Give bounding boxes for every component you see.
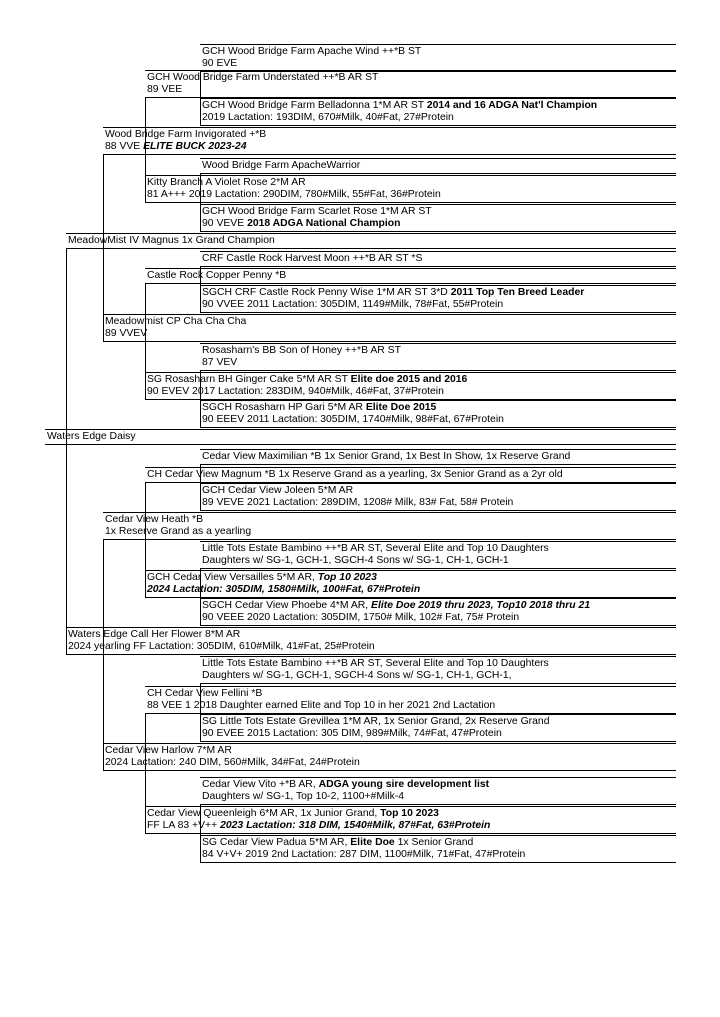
box-top-rule bbox=[145, 467, 676, 468]
text-segment: 89 VVEV bbox=[105, 328, 148, 339]
text-segment: Daughters w/ SG-1, GCH-1, SGCH-4 Sons w/ SG-1, CH-1, GCH-1, bbox=[202, 670, 512, 681]
box-bottom-rule bbox=[145, 202, 676, 203]
box-bottom-rule bbox=[200, 266, 676, 267]
box-bottom-rule bbox=[45, 444, 676, 445]
box-bottom-rule bbox=[200, 173, 676, 174]
text-segment: MeadowMist IV Magnus 1x Grand Champion bbox=[68, 235, 275, 246]
text-segment: GCH Wood Bridge Farm Understated ++*B AR ST bbox=[147, 72, 379, 83]
gen3-sire-sire-sire-line-2 bbox=[147, 84, 378, 96]
gen4-sire-dam-dam-dam-line-1 bbox=[202, 402, 504, 414]
text-segment: Rosasharn's BB Son of Honey ++*B AR ST bbox=[202, 345, 401, 356]
gen4-dam-dam-dam-sire-line-1 bbox=[202, 779, 489, 791]
text-segment: Kitty Branch A Violet Rose 2*M AR bbox=[147, 177, 306, 188]
text-segment: Waters Edge Daisy bbox=[47, 431, 136, 442]
text-segment: 90 VEEE 2020 Lactation: 305DIM, 1750# Milk, 102# Fat, 75# Protein bbox=[202, 612, 520, 623]
highlight-text: ELITE BUCK 2023-24 bbox=[143, 141, 247, 152]
gen1-sire bbox=[68, 235, 275, 247]
gen2-sire-dam-line-2 bbox=[105, 328, 246, 340]
gen3-sire-dam-sire bbox=[147, 270, 286, 282]
box-bottom-rule bbox=[103, 341, 676, 342]
box-top-rule bbox=[145, 175, 676, 176]
text-segment: 90 VEVE bbox=[202, 218, 248, 229]
box-top-rule bbox=[200, 656, 676, 657]
gen3-dam-sire-sire-line-1 bbox=[147, 469, 563, 481]
pedigree-connector bbox=[200, 464, 201, 510]
gen3-sire-sire-sire-line-1 bbox=[147, 72, 378, 84]
gen2-sire-sire bbox=[105, 129, 266, 153]
box-top-rule bbox=[145, 806, 676, 807]
highlight-text: Top 10 2023 bbox=[317, 572, 377, 583]
gen2-dam-sire-line-1 bbox=[105, 514, 251, 526]
pedigree-connector bbox=[200, 71, 201, 125]
text-segment: SG Cedar View Padua 5*M AR, bbox=[202, 837, 351, 848]
gen4-dam-sire-sire-sire bbox=[202, 451, 570, 463]
box-top-rule bbox=[200, 204, 676, 205]
text-segment: 87 VEV bbox=[202, 357, 238, 368]
text-segment: 88 VEE 1 2018 Daughter earned Elite and Top 10 in her 2021 2nd Lactation bbox=[147, 700, 496, 711]
gen4-dam-sire-sire-dam-line-1 bbox=[202, 485, 513, 497]
box-top-rule bbox=[200, 835, 676, 836]
box-bottom-rule bbox=[200, 683, 676, 684]
gen4-sire-sire-dam-sire-line-1 bbox=[202, 160, 360, 172]
box-bottom-rule bbox=[200, 862, 676, 863]
box-top-rule bbox=[200, 158, 676, 159]
text-segment: 90 EVEV 2017 Lactation: 283DIM, 940#Milk, 46#Fat, 37#Protein bbox=[147, 386, 444, 397]
text-segment: Castle Rock Copper Penny *B bbox=[147, 270, 287, 281]
gen2-dam-dam-line-1 bbox=[105, 745, 360, 757]
text-segment: GCH Wood Bridge Farm Belladonna 1*M AR ST bbox=[202, 100, 427, 111]
box-bottom-rule bbox=[200, 804, 676, 805]
box-top-rule bbox=[103, 512, 676, 513]
gen4-dam-dam-dam-dam-line-2 bbox=[202, 849, 525, 861]
text-segment: CH Cedar View Magnum *B 1x Reserve Grand as a yearling, 3x Senior Grand as a 2yr old bbox=[147, 469, 563, 480]
gen4-dam-sire-sire-dam-line-2 bbox=[202, 497, 513, 509]
box-top-rule bbox=[45, 429, 676, 430]
gen3-dam-sire-sire bbox=[147, 469, 563, 481]
highlight-text: ADGA young sire development list bbox=[318, 779, 490, 790]
text-segment: Cedar View Vito +*B AR, bbox=[202, 779, 319, 790]
box-top-rule bbox=[200, 449, 676, 450]
text-segment: 81 A+++ 2019 Lactation: 290DIM, 780#Milk, 55#Fat, 36#Protein bbox=[147, 189, 441, 200]
pedigree-connector bbox=[145, 482, 146, 597]
gen4-dam-dam-dam-sire-line-2 bbox=[202, 791, 489, 803]
gen4-sire-dam-sire-sire bbox=[202, 253, 422, 265]
text-segment: 1x Senior Grand bbox=[394, 837, 474, 848]
gen4-sire-dam-sire-sire-line-1 bbox=[202, 253, 422, 265]
box-bottom-rule bbox=[103, 770, 676, 771]
gen3-dam-dam-dam-line-1 bbox=[147, 808, 490, 820]
gen1-sire-line-1 bbox=[68, 235, 275, 247]
text-segment: SGCH Cedar View Phoebe 4*M AR, bbox=[202, 600, 372, 611]
gen4-sire-dam-dam-dam-line-2 bbox=[202, 414, 504, 426]
pedigree-connector bbox=[145, 283, 146, 399]
text-segment: Cedar View Heath *B bbox=[105, 514, 203, 525]
gen4-dam-dam-sire-sire-line-2 bbox=[202, 670, 549, 682]
gen4-sire-dam-dam-dam bbox=[202, 402, 504, 426]
gen4-sire-dam-sire-dam-line-2 bbox=[202, 299, 584, 311]
text-segment: 89 VEVE 2021 Lactation: 289DIM, 1208# Milk, 83# Fat, 58# Protein bbox=[202, 497, 514, 508]
box-bottom-rule bbox=[200, 427, 676, 428]
text-segment: 2024 Lactation: 240 DIM, 560#Milk, 34#Fat, 24#Protein bbox=[105, 757, 360, 768]
box-bottom-rule bbox=[200, 568, 676, 569]
gen4-sire-sire-sire-sire-line-1 bbox=[202, 46, 421, 58]
text-segment: SG Little Tots Estate Grevillea 1*M AR, 1x Senior Grand, 2x Reserve Grand bbox=[202, 716, 550, 727]
text-segment: Daughters w/ SG-1, Top 10-2, 1100+#Milk-4 bbox=[202, 791, 405, 802]
text-segment: Wood Bridge Farm Invigorated +*B bbox=[105, 129, 267, 140]
gen4-dam-dam-sire-sire bbox=[202, 658, 549, 682]
gen2-dam-dam-line-2 bbox=[105, 757, 360, 769]
box-top-rule bbox=[200, 400, 676, 401]
text-segment: Cedar View Maximilian *B 1x Senior Grand, 1x Best In Show, 1x Reserve Grand bbox=[202, 451, 571, 462]
box-bottom-rule bbox=[66, 654, 676, 655]
text-segment: GCH Cedar View Versailles 5*M AR, bbox=[147, 572, 318, 583]
highlight-text: Top 10 2023 bbox=[380, 808, 439, 819]
box-bottom-rule bbox=[145, 283, 676, 284]
highlight-text: Elite Doe 2019 thru 2023, Top10 2018 thru 21 bbox=[371, 600, 591, 611]
gen4-sire-dam-dam-sire bbox=[202, 345, 401, 369]
text-segment: 1x Reserve Grand as a yearling bbox=[105, 526, 252, 537]
text-segment: 90 EVE bbox=[202, 58, 238, 69]
box-top-rule bbox=[200, 44, 676, 45]
text-segment: GCH Wood Bridge Farm Apache Wind ++*B ST bbox=[202, 46, 422, 57]
box-bottom-rule bbox=[200, 231, 676, 232]
gen3-sire-dam-dam bbox=[147, 374, 467, 398]
gen4-sire-dam-dam-sire-line-2 bbox=[202, 357, 401, 369]
pedigree-connector bbox=[66, 248, 67, 654]
box-bottom-rule bbox=[200, 464, 676, 465]
gen4-sire-sire-sire-sire-line-2 bbox=[202, 58, 421, 70]
gen4-sire-sire-sire-dam bbox=[202, 100, 597, 124]
gen4-sire-sire-dam-dam-line-1 bbox=[202, 206, 432, 218]
gen2-dam-sire bbox=[105, 514, 251, 538]
gen4-sire-dam-dam-sire-line-1 bbox=[202, 345, 401, 357]
text-segment: Little Tots Estate Bambino ++*B AR ST, Several Elite and Top 10 Daughters bbox=[202, 543, 549, 554]
gen2-sire-dam-line-1 bbox=[105, 316, 246, 328]
highlight-text: Elite doe 2015 and 2016 bbox=[350, 374, 468, 385]
text-segment: Cedar View Harlow 7*M AR bbox=[105, 745, 232, 756]
gen4-dam-sire-dam-sire-line-1 bbox=[202, 543, 549, 555]
gen3-dam-sire-dam bbox=[147, 572, 420, 596]
gen4-dam-sire-dam-sire bbox=[202, 543, 549, 567]
box-top-rule bbox=[200, 483, 676, 484]
gen1-dam-line-2 bbox=[68, 641, 375, 653]
gen4-dam-dam-sire-dam-line-1 bbox=[202, 716, 549, 728]
gen3-sire-sire-dam-line-1 bbox=[147, 177, 441, 189]
gen4-sire-sire-sire-sire bbox=[202, 46, 421, 70]
box-top-rule bbox=[103, 743, 676, 744]
text-segment: CH Cedar View Fellini *B bbox=[147, 688, 263, 699]
box-bottom-rule bbox=[200, 625, 676, 626]
highlight-text: 2014 and 16 ADGA Nat'l Champion bbox=[426, 100, 598, 111]
box-bottom-rule bbox=[200, 312, 676, 313]
highlight-text: 2024 Lactation: 305DIM, 1580#Milk, 100#Fat, 67#Protein bbox=[147, 584, 421, 595]
highlight-text: 2011 Top Ten Breed Leader bbox=[450, 287, 585, 298]
gen4-dam-sire-dam-dam-line-2 bbox=[202, 612, 590, 624]
gen3-dam-dam-dam-line-2 bbox=[147, 820, 490, 832]
pedigree-connector bbox=[200, 804, 201, 862]
box-top-rule bbox=[200, 343, 676, 344]
box-top-rule bbox=[200, 541, 676, 542]
gen0-subject-line-1 bbox=[47, 431, 136, 443]
highlight-text: Elite Doe 2015 bbox=[365, 402, 437, 413]
gen0-subject bbox=[47, 431, 136, 443]
text-segment: 90 VVEE 2011 Lactation: 305DIM, 1149#Milk, 78#Fat, 55#Protein bbox=[202, 299, 504, 310]
gen3-dam-sire-dam-line-2 bbox=[147, 584, 420, 596]
gen2-sire-sire-line-1 bbox=[105, 129, 266, 141]
highlight-text: 2018 ADGA National Champion bbox=[247, 218, 401, 229]
pedigree-connector bbox=[103, 539, 104, 770]
text-segment: Daughters w/ SG-1, GCH-1, SGCH-4 Sons w/ SG-1, CH-1, GCH-1 bbox=[202, 555, 509, 566]
text-segment: GCH Cedar View Joleen 5*M AR bbox=[202, 485, 354, 496]
gen4-sire-sire-dam-dam-line-2 bbox=[202, 218, 432, 230]
box-bottom-rule bbox=[66, 248, 676, 249]
text-segment: Wood Bridge Farm ApacheWarrior bbox=[202, 160, 361, 171]
highlight-text: 2023 Lactation: 318 DIM, 1540#Milk, 87#Fat, 63#Protein bbox=[220, 820, 491, 831]
box-top-rule bbox=[200, 251, 676, 252]
pedigree-connector bbox=[200, 173, 201, 231]
box-top-rule bbox=[103, 314, 676, 315]
text-segment: 2019 Lactation: 193DIM, 670#Milk, 40#Fat, 27#Protein bbox=[202, 112, 454, 123]
gen4-dam-sire-dam-dam bbox=[202, 600, 590, 624]
box-bottom-rule bbox=[200, 510, 676, 511]
pedigree-connector bbox=[145, 713, 146, 833]
gen4-dam-dam-dam-dam bbox=[202, 837, 525, 861]
text-segment: Cedar View Queenleigh 6*M AR, 1x Junior Grand, bbox=[147, 808, 381, 819]
gen4-dam-sire-sire-sire-line-1 bbox=[202, 451, 570, 463]
gen4-dam-dam-dam-sire bbox=[202, 779, 489, 803]
box-bottom-rule bbox=[200, 125, 676, 126]
text-segment: SG Rosasharn BH Ginger Cake 5*M AR ST bbox=[147, 374, 351, 385]
text-segment: 89 VEE bbox=[147, 84, 183, 95]
text-segment: Meadowmist CP Cha Cha Cha bbox=[105, 316, 247, 327]
text-segment: Little Tots Estate Bambino ++*B AR ST, Several Elite and Top 10 Daughters bbox=[202, 658, 549, 669]
text-segment: Waters Edge Call Her Flower 8*M AR bbox=[68, 629, 241, 640]
box-top-rule bbox=[200, 777, 676, 778]
box-bottom-rule bbox=[200, 370, 676, 371]
gen4-sire-dam-sire-dam bbox=[202, 287, 584, 311]
gen4-sire-dam-sire-dam-line-1 bbox=[202, 287, 584, 299]
highlight-text: Elite Doe bbox=[350, 837, 395, 848]
gen1-dam bbox=[68, 629, 375, 653]
box-bottom-rule bbox=[103, 154, 676, 155]
gen3-sire-sire-dam-line-2 bbox=[147, 189, 441, 201]
text-segment: 2024 yearling FF Lactation: 305DIM, 610#Milk, 41#Fat, 25#Protein bbox=[68, 641, 375, 652]
gen2-sire-sire-line-2 bbox=[105, 141, 266, 153]
text-segment: GCH Wood Bridge Farm Scarlet Rose 1*M AR ST bbox=[202, 206, 432, 217]
text-segment: 84 V+V+ 2019 2nd Lactation: 287 DIM, 1100#Milk, 71#Fat, 47#Protein bbox=[202, 849, 526, 860]
box-top-rule bbox=[103, 127, 676, 128]
box-top-rule bbox=[145, 372, 676, 373]
gen4-dam-dam-dam-dam-line-1 bbox=[202, 837, 525, 849]
box-top-rule bbox=[200, 714, 676, 715]
pedigree-connector bbox=[103, 154, 104, 341]
gen2-dam-sire-line-2 bbox=[105, 526, 251, 538]
gen4-dam-sire-sire-dam bbox=[202, 485, 513, 509]
box-top-rule bbox=[145, 70, 676, 71]
text-segment: 88 VVE bbox=[105, 141, 144, 152]
gen3-dam-dam-dam bbox=[147, 808, 490, 832]
text-segment: SGCH CRF Castle Rock Penny Wise 1*M AR ST 3*D bbox=[202, 287, 451, 298]
text-segment: 90 EEEV 2011 Lactation: 305DIM, 1740#Milk, 98#Fat, 67#Protein bbox=[202, 414, 504, 425]
gen4-dam-dam-sire-sire-line-1 bbox=[202, 658, 549, 670]
gen3-dam-sire-dam-line-1 bbox=[147, 572, 420, 584]
box-top-rule bbox=[200, 285, 676, 286]
gen3-sire-sire-sire bbox=[147, 72, 378, 96]
box-top-rule bbox=[200, 98, 676, 99]
text-segment: FF LA 83 +V++ bbox=[147, 820, 221, 831]
gen4-sire-sire-sire-dam-line-2 bbox=[202, 112, 597, 124]
gen3-sire-dam-dam-line-2 bbox=[147, 386, 467, 398]
pedigree-connector bbox=[200, 683, 201, 741]
gen4-dam-dam-sire-dam bbox=[202, 716, 549, 740]
gen3-sire-sire-dam bbox=[147, 177, 441, 201]
gen1-dam-line-1 bbox=[68, 629, 375, 641]
box-top-rule bbox=[145, 268, 676, 269]
box-top-rule bbox=[66, 627, 676, 628]
text-segment: SGCH Rosasharn HP Gari 5*M AR bbox=[202, 402, 366, 413]
gen3-sire-dam-sire-line-1 bbox=[147, 270, 286, 282]
box-top-rule bbox=[145, 686, 676, 687]
text-segment: CRF Castle Rock Harvest Moon ++*B AR ST *S bbox=[202, 253, 423, 264]
box-bottom-rule bbox=[200, 741, 676, 742]
gen4-dam-sire-dam-sire-line-2 bbox=[202, 555, 549, 567]
gen4-dam-sire-dam-dam-line-1 bbox=[202, 600, 590, 612]
gen2-sire-dam bbox=[105, 316, 246, 340]
pedigree-connector bbox=[145, 97, 146, 202]
pedigree-connector bbox=[200, 266, 201, 312]
gen4-sire-sire-sire-dam-line-1 bbox=[202, 100, 597, 112]
box-top-rule bbox=[200, 598, 676, 599]
gen3-sire-dam-dam-line-1 bbox=[147, 374, 467, 386]
gen4-sire-sire-dam-dam bbox=[202, 206, 432, 230]
box-top-rule bbox=[66, 233, 676, 234]
box-top-rule bbox=[145, 570, 676, 571]
gen2-dam-dam bbox=[105, 745, 360, 769]
pedigree-connector bbox=[200, 568, 201, 625]
pedigree-connector bbox=[200, 370, 201, 427]
box-bottom-rule bbox=[103, 539, 676, 540]
text-segment: 90 EVEE 2015 Lactation: 305 DIM, 989#Milk, 74#Fat, 47#Protein bbox=[202, 728, 502, 739]
gen4-sire-sire-dam-sire bbox=[202, 160, 360, 172]
gen4-dam-dam-sire-dam-line-2 bbox=[202, 728, 549, 740]
box-bottom-rule bbox=[145, 833, 676, 834]
